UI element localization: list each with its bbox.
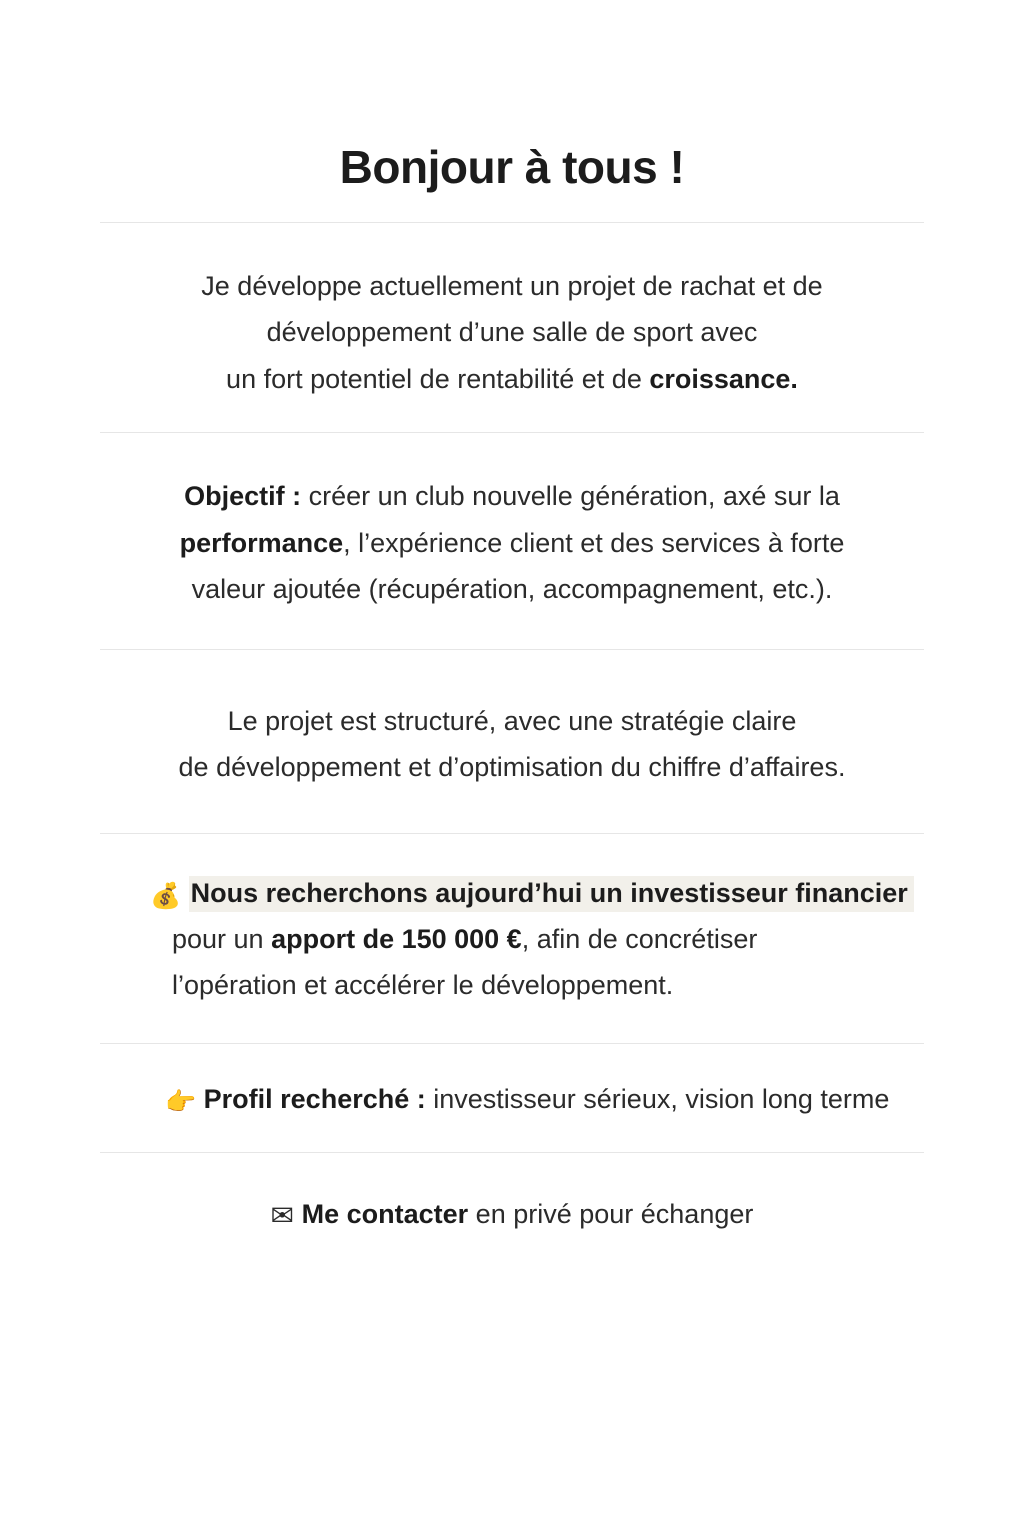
objectif-line-2-text: , l’expérience client et des services à forte	[343, 527, 845, 558]
objectif-line-1	[110, 473, 914, 519]
section-contact	[0, 1153, 1024, 1277]
profil-line	[165, 1076, 914, 1122]
intro-line-3-text: un fort potentiel de rentabilité et de	[226, 363, 650, 394]
objectif-line-1-text: créer un club nouvelle génération, axé sur la	[301, 481, 840, 512]
section-investisseur	[0, 834, 1024, 1043]
structure-line-2: de développement et d’optimisation du chiffre d’affaires.	[178, 752, 846, 783]
section-structure	[0, 650, 1024, 833]
invest-line-2-pre: pour un	[172, 923, 272, 954]
profil-text: investisseur sérieux, vision long terme	[425, 1083, 890, 1114]
page-title: Bonjour à tous !	[339, 141, 685, 193]
objectif-label: Objectif :	[184, 481, 302, 512]
invest-line-3	[150, 962, 914, 1008]
invest-line-2-post: , afin de concrétiser	[521, 923, 758, 954]
objectif-line-3: valeur ajoutée (récupération, accompagnement, etc.).	[191, 574, 833, 605]
money-bag-icon: 💰	[150, 880, 182, 910]
contact-line	[110, 1191, 914, 1237]
objectif-line-2	[110, 520, 914, 566]
intro-line-2: développement d’une salle de sport avec	[266, 317, 758, 348]
invest-line-2	[150, 916, 914, 962]
invest-line-3-text: l’opération et accélérer le développement.	[172, 970, 674, 1001]
profil-label: Profil recherché :	[203, 1083, 426, 1114]
section-intro	[0, 223, 1024, 432]
intro-bold-croissance: croissance.	[649, 363, 798, 394]
pointing-hand-icon: 👉	[165, 1086, 197, 1116]
contact-label[interactable]: Me contacter	[301, 1199, 469, 1230]
envelope-icon: ✉	[270, 1199, 295, 1233]
invest-amount: apport de 150 000 €	[271, 923, 522, 954]
section-profil	[0, 1044, 1024, 1152]
invest-line-1	[150, 870, 914, 916]
section-objectif	[0, 433, 1024, 648]
contact-text: en privé pour échanger	[468, 1199, 754, 1230]
objectif-bold-performance: performance	[179, 527, 344, 558]
intro-line-3	[110, 356, 914, 402]
intro-line-1: Je développe actuellement un projet de rachat et de	[201, 271, 823, 301]
invest-highlight: Nous recherchons aujourd’hui un investisseur financier	[189, 876, 914, 912]
structure-line-1: Le projet est structuré, avec une stratégie claire	[227, 705, 797, 736]
